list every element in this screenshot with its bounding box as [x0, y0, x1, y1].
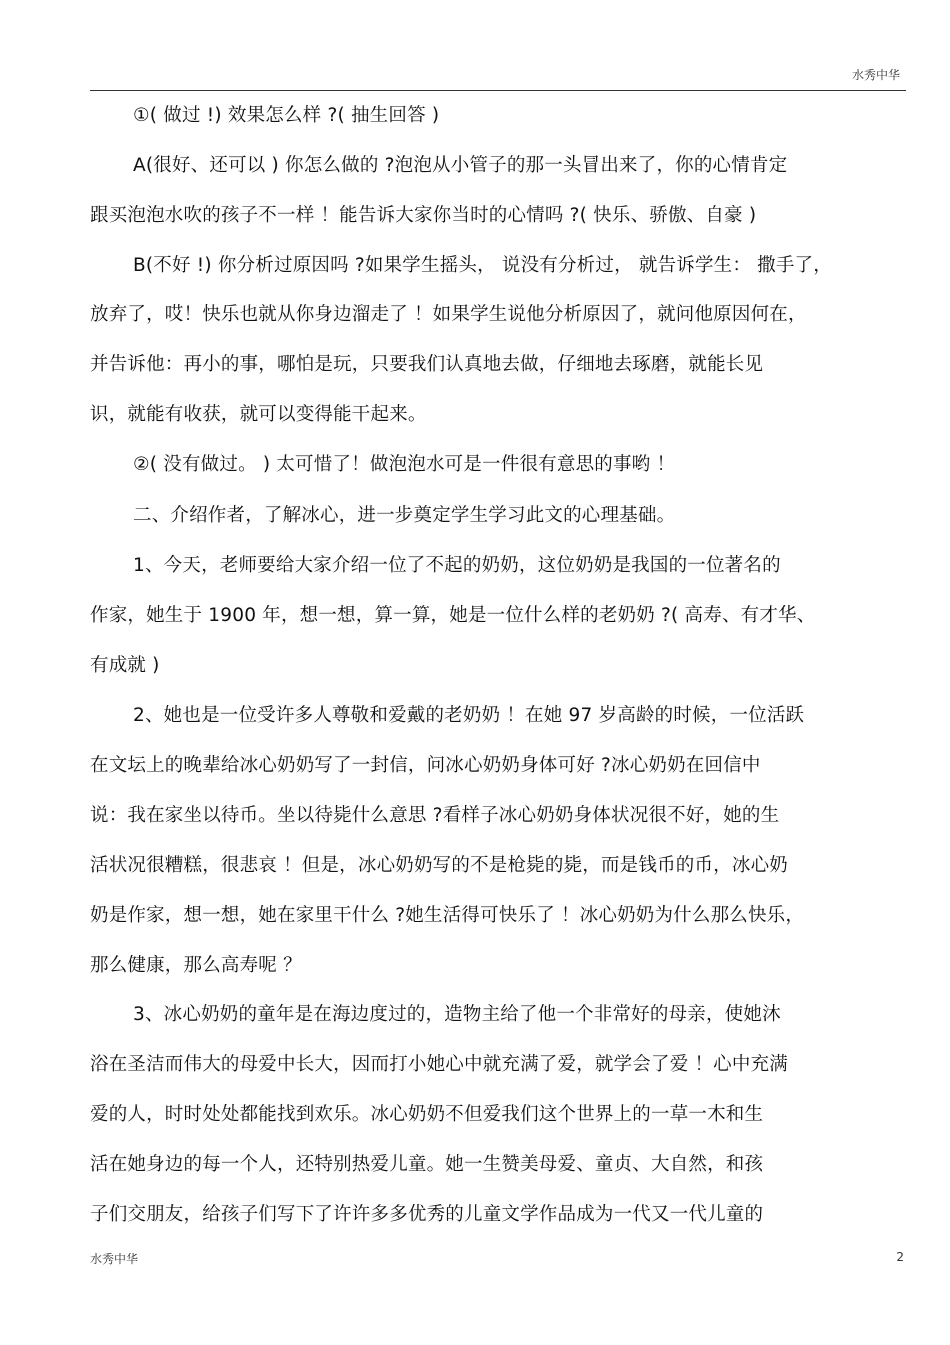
body-line: ①( 做过 !) 效果怎么样 ?( 抽生回答 ): [133, 105, 440, 126]
body-line: 子们交朋友，给孩子们写下了许许多多优秀的儿童文学作品成为一代又一代儿童的: [90, 1204, 764, 1225]
body-line: 跟买泡泡水吹的孩子不一样 ！能告诉大家你当时的心情吗 ?( 快乐、骄傲、自豪 ): [90, 205, 757, 226]
body-line: 奶是作家，想一想，她在家里干什么 ?她生活得可快乐了 ！冰心奶奶为什么那么快乐，: [90, 905, 805, 926]
body-line: 识，就能有收获，就可以变得能干起来。: [90, 404, 427, 425]
body-line: 活状况很糟糕，很悲哀 ！但是，冰心奶奶写的不是枪毙的毙，而是钱币的币，冰心奶: [90, 855, 788, 876]
body-line: 作家，她生于 1900 年，想一想，算一算，她是一位什么样的老奶奶 ?( 高寿、有才华、: [90, 605, 816, 626]
header-label: 水秀中华: [851, 68, 900, 82]
body-line: A(很好、还可以 ) 你怎么做的 ?泡泡从小管子的那一头冒出来了，你的心情肯定: [133, 155, 788, 176]
body-line: 1、今天，老师要给大家介绍一位了不起的奶奶，这位奶奶是我国的一位著名的: [133, 555, 781, 576]
body-line: 在文坛上的晚辈给冰心奶奶写了一封信，问冰心奶奶身体可好 ?冰心奶奶在回信中: [90, 755, 761, 776]
body-line: ②( 没有做过。 ) 太可惜了！做泡泡水可是一件很有意思的事哟 ！: [133, 454, 676, 475]
body-line: 放弃了，哎！快乐也就从你身边溜走了 ！如果学生说他分析原因了，就问他原因何在，: [90, 304, 807, 325]
body-line: 2、她也是一位受许多人尊敬和爱戴的老奶奶 ！在她 97 岁高龄的时候，一位活跃: [133, 705, 805, 726]
body-line: 浴在圣洁而伟大的母爱中长大，因而打小她心中就充满了爱，就学会了爱 ！心中充满: [90, 1054, 788, 1075]
body-line: 说：我在家坐以待币。坐以待毙什么意思 ?看样子冰心奶奶身体状况很不好，她的生: [90, 805, 780, 826]
body-line: 活在她身边的每一个人，还特别热爱儿童。她一生赞美母爱、童贞、大自然，和孩: [90, 1154, 764, 1175]
section-heading: 二、介绍作者，了解冰心，进一步奠定学生学习此文的心理基础。: [133, 505, 676, 526]
body-line: 那么健康，那么高寿呢 ？: [90, 955, 302, 976]
page-number: 2: [896, 1250, 904, 1264]
body-line: 爱的人，时时处处都能找到欢乐。冰心奶奶不但爱我们这个世界上的一草一木和生: [90, 1104, 764, 1125]
body-line: B(不好 !) 你分析过原因吗 ?如果学生摇头， 说没有分析过， 就告诉学生： 撒手了，: [133, 255, 832, 276]
footer-label: 水秀中华: [90, 1252, 139, 1266]
header-divider: [90, 90, 906, 91]
body-line: 3、冰心奶奶的童年是在海边度过的，造物主给了他一个非常好的母亲，使她沐: [133, 1004, 781, 1025]
body-line: 并告诉他：再小的事，哪怕是玩，只要我们认真地去做，仔细地去琢磨，就能长见: [90, 354, 764, 375]
body-line: 有成就 ): [90, 655, 160, 676]
